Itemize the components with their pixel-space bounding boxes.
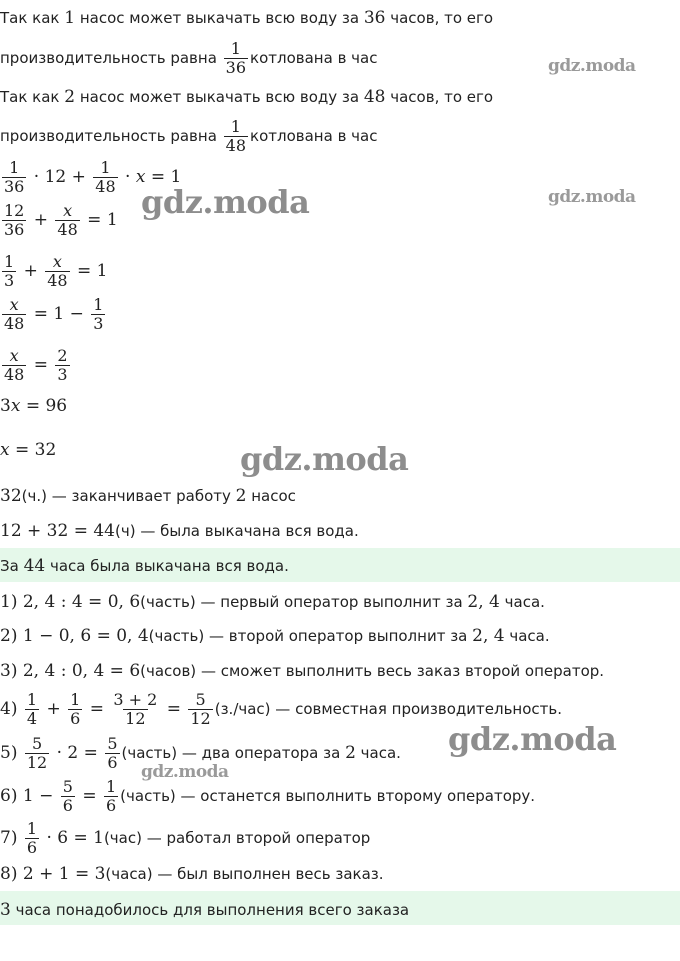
statement-2: 12 + 32 = 44(ч) — была выкачана вся вода. — [0, 521, 359, 541]
statement-1: 32(ч.) — заканчивает работу 2 насос — [0, 486, 296, 506]
watermark-4: gdz.moda — [240, 440, 409, 478]
text-line-1: Так как 1 насос может выкачать всю воду за 36 часов, то его — [0, 8, 494, 28]
watermark-6: gdz.moda — [141, 762, 229, 782]
step-4: 4) $\frac{1}{4}$ + $\frac{1}{6}$ = $\frac{3 + 2}{12}$ = $\frac{5}{12}$ (з./час) — совместная производительность. — [0, 690, 562, 728]
step-8: 8) 2 + 1 = 3(часа) — был выполнен весь заказ. — [0, 864, 384, 884]
watermark-5: gdz.moda — [448, 720, 617, 758]
equation-5: $\frac{x}{48}$ = $\frac{2}{3}$ — [4, 346, 68, 384]
answer-2: 3 часа понадобилось для выполнения всего заказа — [0, 900, 410, 920]
equation-2: $\frac{12}{36}$ + $\frac{x}{48}$ = 1 — [4, 201, 118, 239]
equation-4: $\frac{x}{48}$ = 1 − $\frac{1}{3}$ — [4, 295, 104, 333]
equation-6: 3x = 96 — [0, 396, 68, 416]
step-3: 3) 2, 4 : 0, 4 = 6(часов) — сможет выполнить весь заказ второй оператор. — [0, 661, 605, 681]
step-1: 1) 2, 4 : 4 = 0, 6(часть) — первый оператор выполнит за 2, 4 часа. — [0, 592, 545, 612]
text-line-3: Так как 2 насос может выкачать всю воду за 48 часов, то его — [0, 87, 494, 107]
watermark-3: gdz.moda — [141, 183, 310, 221]
step-2: 2) 1 − 0, 6 = 0, 4(часть) — второй оператор выполнит за 2, 4 часа. — [0, 626, 550, 646]
step-5: 5) $\frac{5}{12}$ · 2 = $\frac{5}{6}$ (часть) — два оператора за 2 часа. — [0, 734, 401, 772]
watermark-2: gdz.moda — [548, 187, 636, 207]
text-line-2: производительность равна $\frac{1}{36}$ котлована в час — [0, 39, 378, 77]
equation-1: $\frac{1}{36}$ · 12 + $\frac{1}{48}$ · x = 1 — [4, 158, 182, 196]
step-7: 7) $\frac{1}{6}$ · 6 = 1(час) — работал второй оператор — [0, 819, 371, 857]
watermark-1: gdz.moda — [548, 56, 636, 76]
equation-3: $\frac{1}{3}$ + $\frac{x}{48}$ = 1 — [4, 252, 108, 290]
step-6: 6) 1 − $\frac{5}{6}$ = $\frac{1}{6}$ (часть) — останется выполнить второму оператору. — [0, 777, 536, 815]
equation-7: x = 32 — [0, 440, 57, 460]
answer-1: За 44 часа была выкачана вся вода. — [0, 556, 289, 576]
text-line-4: производительность равна $\frac{1}{48}$ котлована в час — [0, 117, 378, 155]
